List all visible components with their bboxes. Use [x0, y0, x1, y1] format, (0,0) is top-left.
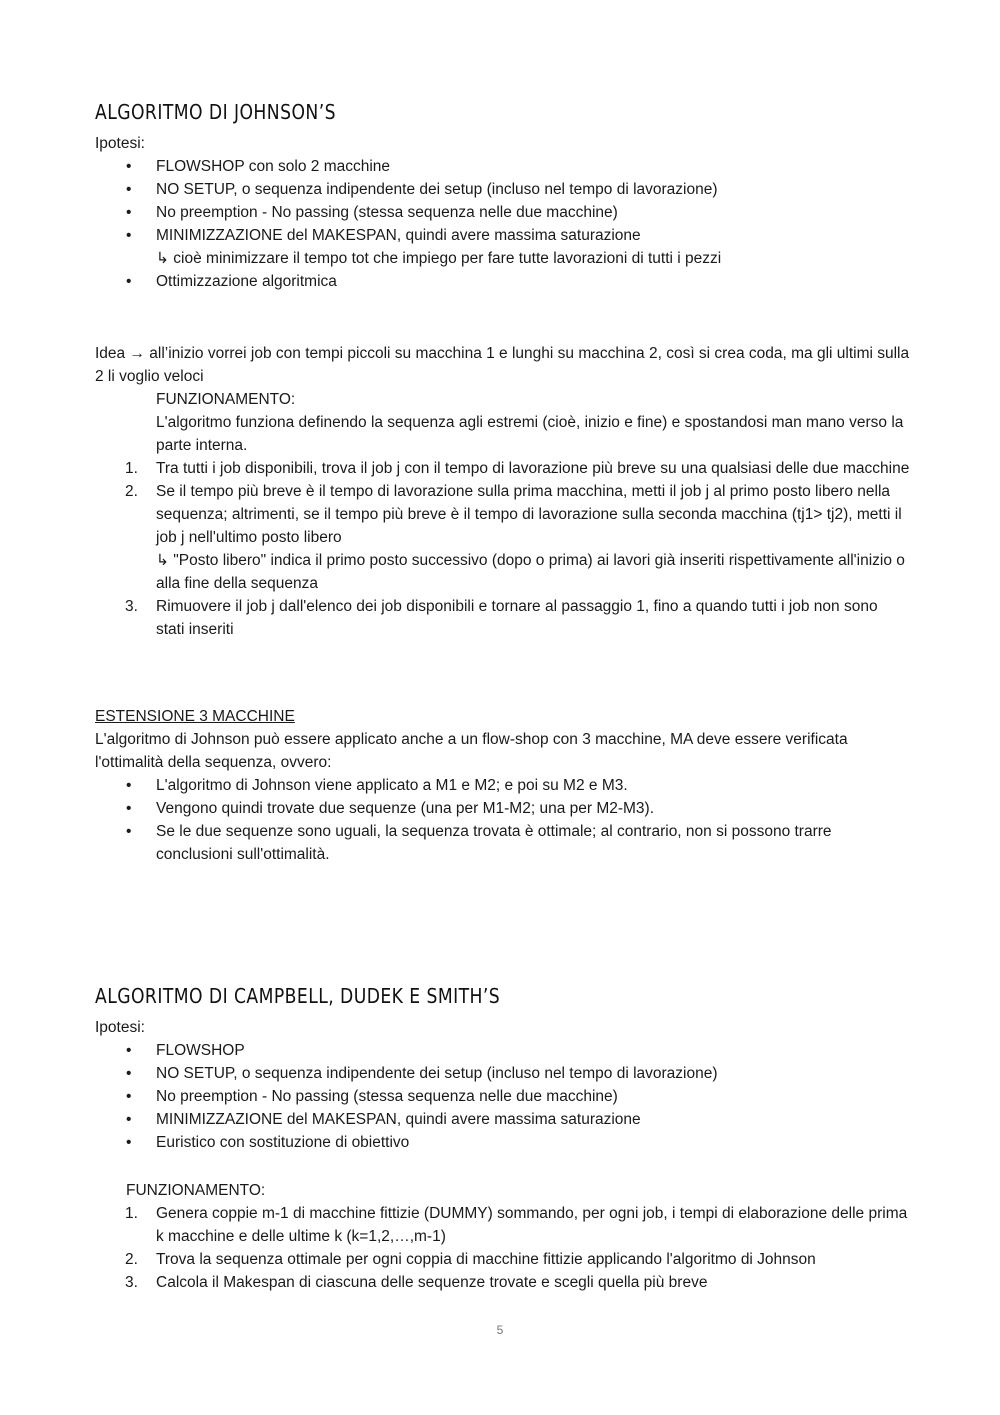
list-item	[95, 774, 910, 797]
bullet-icon: •	[126, 1042, 132, 1059]
list-item-text: NO SETUP, o sequenza indipendente dei setup (incluso nel tempo di lavorazione)	[156, 181, 718, 198]
list-item	[95, 797, 910, 820]
page-number: 5	[496, 1323, 504, 1337]
step-number: 2.	[125, 483, 138, 500]
cds-hypotheses	[95, 1016, 910, 1154]
johnson-hypotheses	[95, 132, 910, 293]
list-item-text: Euristico con sostituzione di obiettivo	[156, 1134, 410, 1151]
step-number: 3.	[125, 598, 138, 615]
step-number: 2.	[125, 1251, 138, 1268]
list-item	[95, 178, 910, 201]
funzionamento-label: FUNZIONAMENTO:	[156, 391, 296, 408]
list-item	[95, 155, 910, 178]
list-item	[95, 1062, 910, 1085]
bullet-icon: •	[126, 1111, 132, 1128]
list-item	[95, 457, 910, 480]
extension-section	[95, 705, 910, 866]
johnson-idea	[95, 342, 910, 641]
list-item-text: Vengono quindi trovate due sequenze (una per M1-M2; una per M2-M3).	[156, 800, 655, 817]
list-item	[95, 1108, 910, 1131]
list-item-text: FLOWSHOP con solo 2 macchine	[156, 158, 391, 175]
list-item-text: FLOWSHOP	[156, 1042, 245, 1059]
list-item	[95, 201, 910, 224]
list-item	[95, 224, 910, 247]
cds-procedure	[95, 1179, 910, 1294]
step-text: ↳ "Posto libero" indica il primo posto successivo (dopo o prima) ai lavori già inseriti rispettivamente all'inizio o alla fine della sequenza	[156, 552, 905, 592]
funzionamento-label: FUNZIONAMENTO:	[126, 1182, 266, 1199]
list-item	[95, 1202, 910, 1248]
list-item	[95, 270, 910, 293]
step-text: Tra tutti i job disponibili, trova il job j con il tempo di lavorazione più breve su una qualsiasi delle due macchine	[156, 460, 910, 477]
step-number: 3.	[125, 1274, 138, 1291]
step-text: Se il tempo più breve è il tempo di lavorazione sulla prima macchina, metti il job j al primo posto libero nella sequenza; altrimenti, se il tempo più breve è il tempo di lavorazione sulla seconda macchina (tj1> tj2), metti il job j nell'ultimo posto libero	[156, 483, 902, 546]
johnson-hypotheses-list	[95, 155, 910, 293]
list-item	[95, 480, 910, 549]
step-number: 1.	[125, 1205, 138, 1222]
list-item	[95, 1085, 910, 1108]
bullet-icon: •	[126, 1088, 132, 1105]
list-item	[95, 820, 910, 866]
bullet-icon: •	[126, 158, 132, 175]
bullet-icon: •	[126, 181, 132, 198]
cds-steps-list	[95, 1202, 910, 1294]
johnson-steps-list	[95, 457, 910, 641]
list-item-text: ↳ cioè minimizzare il tempo tot che impiego per fare tutte lavorazioni di tutti i pezzi	[156, 250, 722, 267]
extension-list	[95, 774, 910, 866]
list-item-text: No preemption - No passing (stessa sequenza nelle due macchine)	[156, 1088, 618, 1105]
bullet-icon: •	[126, 273, 132, 290]
list-item-continuation	[95, 549, 910, 595]
list-item-continuation	[95, 247, 910, 270]
list-item-text: L'algoritmo di Johnson viene applicato a M1 e M2; e poi su M2 e M3.	[156, 777, 628, 794]
idea-paragraph: Idea → all’inizio vorrei job con tempi piccoli su macchina 1 e lunghi su macchina 2, così si crea coda, ma gli ultimi sulla 2 li voglio veloci	[95, 345, 910, 385]
bullet-icon: •	[126, 227, 132, 244]
ipotesi-label: Ipotesi:	[95, 1019, 145, 1036]
section-title-cds: ALGORITMO DI CAMPBELL, DUDEK E SMITH’S	[95, 984, 501, 1008]
extension-intro: L'algoritmo di Johnson può essere applicato anche a un flow-shop con 3 macchine, MA deve essere verificata l'ottimalità della sequenza, ovvero:	[95, 731, 848, 771]
cds-hypotheses-list	[95, 1039, 910, 1154]
step-text: Calcola il Makespan di ciascuna delle sequenze trovate e scegli quella più breve	[156, 1274, 708, 1291]
list-item	[95, 1131, 910, 1154]
list-item	[95, 1248, 910, 1271]
list-item-text: Se le due sequenze sono uguali, la sequenza trovata è ottimale; al contrario, non si possono trarre conclusioni sull'ottimalità.	[156, 823, 832, 863]
list-item	[95, 1039, 910, 1062]
bullet-icon: •	[126, 777, 132, 794]
list-item-text: MINIMIZZAZIONE del MAKESPAN, quindi avere massima saturazione	[156, 227, 641, 244]
list-item-text: MINIMIZZAZIONE del MAKESPAN, quindi avere massima saturazione	[156, 1111, 641, 1128]
section-title-johnson: ALGORITMO DI JOHNSON’S	[95, 100, 336, 124]
bullet-icon: •	[126, 1065, 132, 1082]
list-item	[95, 595, 910, 641]
bullet-icon: •	[126, 204, 132, 221]
step-text: Rimuovere il job j dall'elenco dei job disponibili e tornare al passaggio 1, fino a quando tutti i job non sono stati inseriti	[156, 598, 878, 638]
funzionamento-paragraph: L'algoritmo funziona definendo la sequenza agli estremi (cioè, inizio e fine) e spostandosi man mano verso la parte interna.	[156, 414, 904, 454]
list-item-text: Ottimizzazione algoritmica	[156, 273, 337, 290]
extension-heading: ESTENSIONE 3 MACCHINE	[95, 708, 295, 725]
bullet-icon: •	[126, 1134, 132, 1151]
step-text: Genera coppie m-1 di macchine fittizie (DUMMY) sommando, per ogni job, i tempi di elaborazione delle prima k macchine e delle ultime k (k=1,2,…,m-1)	[156, 1205, 908, 1245]
bullet-icon: •	[126, 823, 132, 840]
list-item-text: NO SETUP, o sequenza indipendente dei setup (incluso nel tempo di lavorazione)	[156, 1065, 718, 1082]
step-number: 1.	[125, 460, 138, 477]
bullet-icon: •	[126, 800, 132, 817]
ipotesi-label: Ipotesi:	[95, 135, 145, 152]
step-text: Trova la sequenza ottimale per ogni coppia di macchine fittizie applicando l'algoritmo di Johnson	[156, 1251, 816, 1268]
list-item	[95, 1271, 910, 1294]
list-item-text: No preemption - No passing (stessa sequenza nelle due macchine)	[156, 204, 618, 221]
